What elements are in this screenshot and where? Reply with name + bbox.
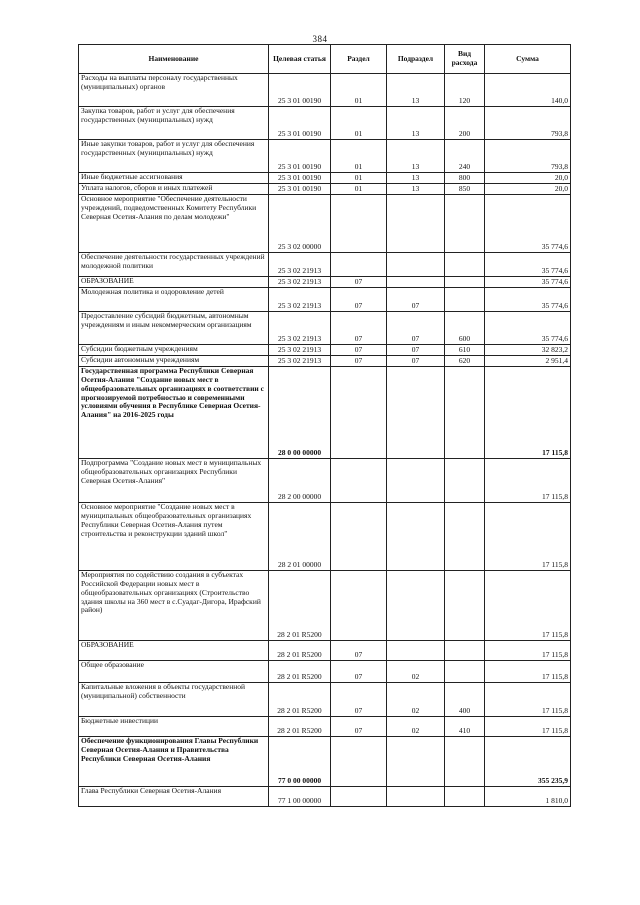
row-amount: 17 115,8 (485, 459, 571, 503)
header-name: Наименование (79, 45, 269, 74)
row-subsection (387, 253, 445, 277)
row-name: Закупка товаров, работ и услуг для обеспечения государственных (муниципальных) нужд (79, 107, 269, 140)
row-amount: 17 115,8 (485, 717, 571, 737)
row-subsection: 07 (387, 356, 445, 367)
row-name: Предоставление субсидий бюджетным, автономным учреждениям и иным некоммерческим организациям (79, 312, 269, 345)
table-row (79, 459, 571, 503)
row-amount: 20,0 (485, 173, 571, 184)
row-name: Государственная программа Республики Северная Осетия-Алания "Создание новых мест в общеобразовательных организациях в соответствии с прогнозируемой потребностью и современными условиями обучения в Республике Северная Осетия-Алания" на 2016-2025 годы (79, 367, 269, 459)
row-target-code: 25 3 01 00190 (269, 173, 331, 184)
table-row (79, 661, 571, 683)
row-section: 07 (331, 277, 387, 288)
row-subsection (387, 641, 445, 661)
header-subsection: Подраздел (387, 45, 445, 74)
table-body (79, 74, 571, 807)
table-row (79, 641, 571, 661)
row-target-code: 28 2 01 R5200 (269, 661, 331, 683)
row-amount: 17 115,8 (485, 367, 571, 459)
row-amount: 35 774,6 (485, 253, 571, 277)
table-row (79, 787, 571, 807)
row-target-code: 25 3 02 21913 (269, 356, 331, 367)
row-expense-type (445, 737, 485, 787)
row-subsection (387, 503, 445, 571)
row-expense-type (445, 253, 485, 277)
table-row (79, 367, 571, 459)
row-expense-type: 610 (445, 345, 485, 356)
row-section (331, 459, 387, 503)
row-name: Обеспечение функционирования Главы Республики Северная Осетия-Алания и Правительства Республики Северная Осетия-Алания (79, 737, 269, 787)
row-section (331, 787, 387, 807)
row-expense-type (445, 571, 485, 641)
table-row (79, 683, 571, 717)
row-expense-type (445, 288, 485, 312)
row-target-code: 77 1 00 00000 (269, 787, 331, 807)
table-row (79, 737, 571, 787)
table-header-row (79, 45, 571, 74)
table-row (79, 140, 571, 173)
row-subsection: 13 (387, 107, 445, 140)
table-row (79, 356, 571, 367)
row-target-code: 28 0 00 00000 (269, 367, 331, 459)
row-expense-type (445, 459, 485, 503)
row-target-code: 25 3 02 21913 (269, 312, 331, 345)
row-amount: 20,0 (485, 184, 571, 195)
row-name: Глава Республики Северная Осетия-Алания (79, 787, 269, 807)
row-expense-type: 600 (445, 312, 485, 345)
row-expense-type (445, 503, 485, 571)
row-subsection: 13 (387, 74, 445, 107)
row-name: Субсидии бюджетным учреждениям (79, 345, 269, 356)
row-section: 07 (331, 345, 387, 356)
table-row (79, 571, 571, 641)
table-row (79, 74, 571, 107)
row-target-code: 28 2 01 R5200 (269, 683, 331, 717)
row-name: Иные бюджетные ассигнования (79, 173, 269, 184)
row-subsection: 07 (387, 345, 445, 356)
budget-table (78, 44, 571, 807)
row-target-code: 25 3 01 00190 (269, 140, 331, 173)
row-name: ОБРАЗОВАНИЕ (79, 641, 269, 661)
header-section: Раздел (331, 45, 387, 74)
row-target-code: 25 3 01 00190 (269, 74, 331, 107)
row-section (331, 503, 387, 571)
row-name: Субсидии автономным учреждениям (79, 356, 269, 367)
row-expense-type: 200 (445, 107, 485, 140)
row-name: Капитальные вложения в объекты государственной (муниципальной) собственности (79, 683, 269, 717)
row-section: 07 (331, 641, 387, 661)
row-target-code: 28 2 01 R5200 (269, 717, 331, 737)
row-amount: 17 115,8 (485, 661, 571, 683)
row-section: 07 (331, 661, 387, 683)
row-name: Подпрограмма "Создание новых мест в муниципальных общеобразовательных организациях Республики Северная Осетия-Алания" (79, 459, 269, 503)
row-expense-type: 400 (445, 683, 485, 717)
row-amount: 793,8 (485, 107, 571, 140)
row-target-code: 25 3 02 21913 (269, 277, 331, 288)
row-expense-type (445, 277, 485, 288)
row-amount: 17 115,8 (485, 641, 571, 661)
row-expense-type: 120 (445, 74, 485, 107)
row-amount: 35 774,6 (485, 288, 571, 312)
row-amount: 17 115,8 (485, 503, 571, 571)
row-subsection: 02 (387, 661, 445, 683)
row-expense-type: 410 (445, 717, 485, 737)
row-name: Мероприятия по содействию создания в субъектах Российской Федерации новых мест в общеобразовательных организациях (Строительство здания школы на 360 мест в с.Суадаг-Дигора, Ирафский район) (79, 571, 269, 641)
header-expense-type: Вид расхода (445, 45, 485, 74)
row-section: 07 (331, 356, 387, 367)
row-section: 01 (331, 184, 387, 195)
row-name: Основное мероприятие "Создание новых мест в муниципальных общеобразовательных организациях Республики Северная Осетия-Алания путем строительства и реконструкции зданий школ" (79, 503, 269, 571)
row-subsection: 13 (387, 173, 445, 184)
row-section: 07 (331, 312, 387, 345)
row-subsection (387, 737, 445, 787)
row-target-code: 77 0 00 00000 (269, 737, 331, 787)
row-section (331, 195, 387, 253)
row-target-code: 28 2 01 R5200 (269, 641, 331, 661)
row-name: Иные закупки товаров, работ и услуг для обеспечения государственных (муниципальных) нужд (79, 140, 269, 173)
table-row (79, 173, 571, 184)
row-section: 01 (331, 173, 387, 184)
row-expense-type: 240 (445, 140, 485, 173)
row-amount: 35 774,6 (485, 195, 571, 253)
row-subsection: 13 (387, 184, 445, 195)
header-target: Целевая статья (269, 45, 331, 74)
row-name: Уплата налогов, сборов и иных платежей (79, 184, 269, 195)
page-number: 384 (312, 34, 328, 44)
table-row (79, 253, 571, 277)
row-subsection (387, 367, 445, 459)
row-amount: 17 115,8 (485, 683, 571, 717)
row-target-code: 25 3 02 21913 (269, 253, 331, 277)
row-name: Основное мероприятие "Обеспечение деятельности учреждений, подведомственных Комитету Республики Северная Осетия-Алания по делам молодежи" (79, 195, 269, 253)
row-expense-type (445, 661, 485, 683)
row-amount: 355 235,9 (485, 737, 571, 787)
row-amount: 35 774,6 (485, 277, 571, 288)
row-name: Расходы на выплаты персоналу государственных (муниципальных) органов (79, 74, 269, 107)
row-expense-type: 620 (445, 356, 485, 367)
row-target-code: 25 3 01 00190 (269, 184, 331, 195)
row-section: 07 (331, 288, 387, 312)
row-subsection: 02 (387, 683, 445, 717)
row-target-code: 25 3 02 21913 (269, 288, 331, 312)
row-amount: 32 823,2 (485, 345, 571, 356)
row-subsection (387, 195, 445, 253)
row-name: Бюджетные инвестиции (79, 717, 269, 737)
row-expense-type (445, 367, 485, 459)
row-section (331, 737, 387, 787)
row-expense-type (445, 787, 485, 807)
row-section: 01 (331, 107, 387, 140)
row-name: Молодежная политика и оздоровление детей (79, 288, 269, 312)
row-amount: 793,8 (485, 140, 571, 173)
table-row (79, 195, 571, 253)
table-row (79, 288, 571, 312)
row-target-code: 25 3 02 21913 (269, 345, 331, 356)
row-amount: 1 810,0 (485, 787, 571, 807)
row-subsection (387, 459, 445, 503)
row-target-code: 25 3 01 00190 (269, 107, 331, 140)
row-subsection: 02 (387, 717, 445, 737)
row-name: Обеспечение деятельности государственных учреждений молодежной политики (79, 253, 269, 277)
row-section (331, 367, 387, 459)
row-subsection (387, 787, 445, 807)
row-section (331, 571, 387, 641)
row-amount: 140,0 (485, 74, 571, 107)
table-row (79, 717, 571, 737)
row-name: ОБРАЗОВАНИЕ (79, 277, 269, 288)
row-amount: 17 115,8 (485, 571, 571, 641)
row-section: 01 (331, 74, 387, 107)
row-section: 01 (331, 140, 387, 173)
row-subsection: 07 (387, 312, 445, 345)
row-subsection: 07 (387, 288, 445, 312)
table-row (79, 107, 571, 140)
row-amount: 2 951,4 (485, 356, 571, 367)
row-expense-type (445, 641, 485, 661)
row-amount: 35 774,6 (485, 312, 571, 345)
row-target-code: 28 2 01 00000 (269, 503, 331, 571)
table-row (79, 312, 571, 345)
row-section (331, 253, 387, 277)
row-section: 07 (331, 717, 387, 737)
row-target-code: 25 3 02 00000 (269, 195, 331, 253)
row-target-code: 28 2 00 00000 (269, 459, 331, 503)
row-subsection: 13 (387, 140, 445, 173)
table-row (79, 503, 571, 571)
row-target-code: 28 2 01 R5200 (269, 571, 331, 641)
table-row (79, 277, 571, 288)
row-expense-type (445, 195, 485, 253)
row-section: 07 (331, 683, 387, 717)
row-subsection (387, 571, 445, 641)
row-name: Общее образование (79, 661, 269, 683)
header-amount: Сумма (485, 45, 571, 74)
table-row (79, 345, 571, 356)
table-row (79, 184, 571, 195)
row-expense-type: 850 (445, 184, 485, 195)
row-subsection (387, 277, 445, 288)
row-expense-type: 800 (445, 173, 485, 184)
